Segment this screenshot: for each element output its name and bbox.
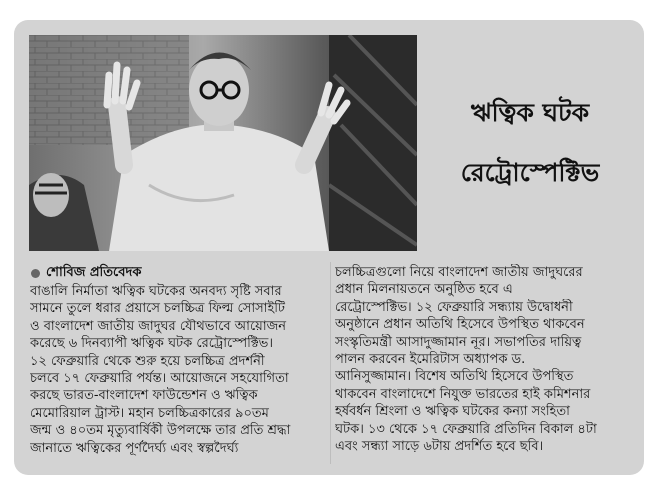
article-photo — [29, 35, 417, 251]
text-line: রেট্রোস্পেক্টিভ। ১২ ফেব্রুয়ারি সন্ধ্যায় উদ্বোধনী — [335, 299, 573, 315]
text-line: জন্ম ও ৪০তম মৃত্যুবার্ষিকী উপলক্ষে তার প্রতি শ্রদ্ধা — [30, 423, 291, 439]
text-line: সামনে তুলে ধরার প্রয়াসে চলচ্চিত্র ফিল্ম সোসাইটি — [30, 301, 286, 317]
article-column-1 — [30, 283, 328, 457]
bullet-icon — [31, 269, 40, 278]
byline-text: শোবিজ প্রতিবেদক — [46, 264, 142, 280]
text-line: বাঙালি নির্মাতা ঋত্বিক ঘটকের অনবদ্য সৃষ্টি সবার — [30, 284, 282, 299]
headline-subtitle: রেট্রোস্পেক্টিভ — [460, 158, 600, 187]
text-line: মেমোরিয়াল ট্রাস্ট। মহান চলচ্চিত্রকারের ৯০তম — [30, 405, 269, 421]
text-line: করেছে ৬ দিনব্যাপী ঋত্বিক ঘটক রেট্রোস্পেক্টিভ। — [30, 336, 274, 352]
text-line: জানাতে ঋত্বিকের পূর্ণদৈর্ঘ্য এবং স্বল্পদৈর্ঘ্য — [30, 440, 239, 456]
text-line: সংস্কৃতিমন্ত্রী আসাদুজ্জামান নূর। সভাপতির দায়িত্ব — [335, 334, 582, 350]
headline-title: ঋত্বিক ঘটক — [470, 98, 590, 127]
text-line: ও বাংলাদেশ জাতীয় জাদুঘর যৌথভাবে আয়োজন — [30, 318, 286, 334]
text-line: করছে ভারত-বাংলাদেশ ফাউন্ডেশন ও ঋত্বিক — [30, 388, 258, 404]
text-line: প্রধান মিলনায়তনে অনুষ্ঠিত হবে এ — [335, 282, 513, 298]
column-divider — [330, 262, 331, 464]
text-line: চলবে ১৭ ফেব্রুয়ারি পর্যন্ত। আয়োজনে সহযোগিতা — [30, 370, 289, 386]
text-line: ঘটক। ১৩ থেকে ১৭ ফেব্রুয়ারি প্রতিদিন বিকাল ৪টা — [335, 421, 597, 437]
text-line: চলচ্চিত্রগুলো নিয়ে বাংলাদেশ জাতীয় জাদুঘরের — [335, 265, 583, 280]
portrait-photo-icon — [29, 35, 417, 251]
text-line: অনুষ্ঠানে প্রধান অতিথি হিসেবে উপস্থিত থাকবেন — [335, 317, 585, 333]
text-line: এবং সন্ধ্যা সাড়ে ৬টায় প্রদর্শিত হবে ছবি। — [335, 438, 544, 454]
text-line: পালন করবেন ইমেরিটাস অধ্যাপক ড. — [335, 351, 526, 367]
text-line: ১২ ফেব্রুয়ারি থেকে শুরু হয়ে চলচ্চিত্র প্রদর্শনী — [30, 353, 265, 369]
article-column-2 — [335, 264, 633, 455]
text-line: আনিসুজ্জামান। বিশেষ অতিথি হিসেবে উপস্থিত — [335, 369, 574, 385]
text-line: হর্ষবর্ধন শ্রিংলা ও ঋত্বিক ঘটকের কন্যা সংহিতা — [335, 404, 570, 420]
byline — [31, 263, 141, 283]
text-line: থাকবেন বাংলাদেশে নিযুক্ত ভারতের হাই কমিশনার — [335, 386, 591, 402]
